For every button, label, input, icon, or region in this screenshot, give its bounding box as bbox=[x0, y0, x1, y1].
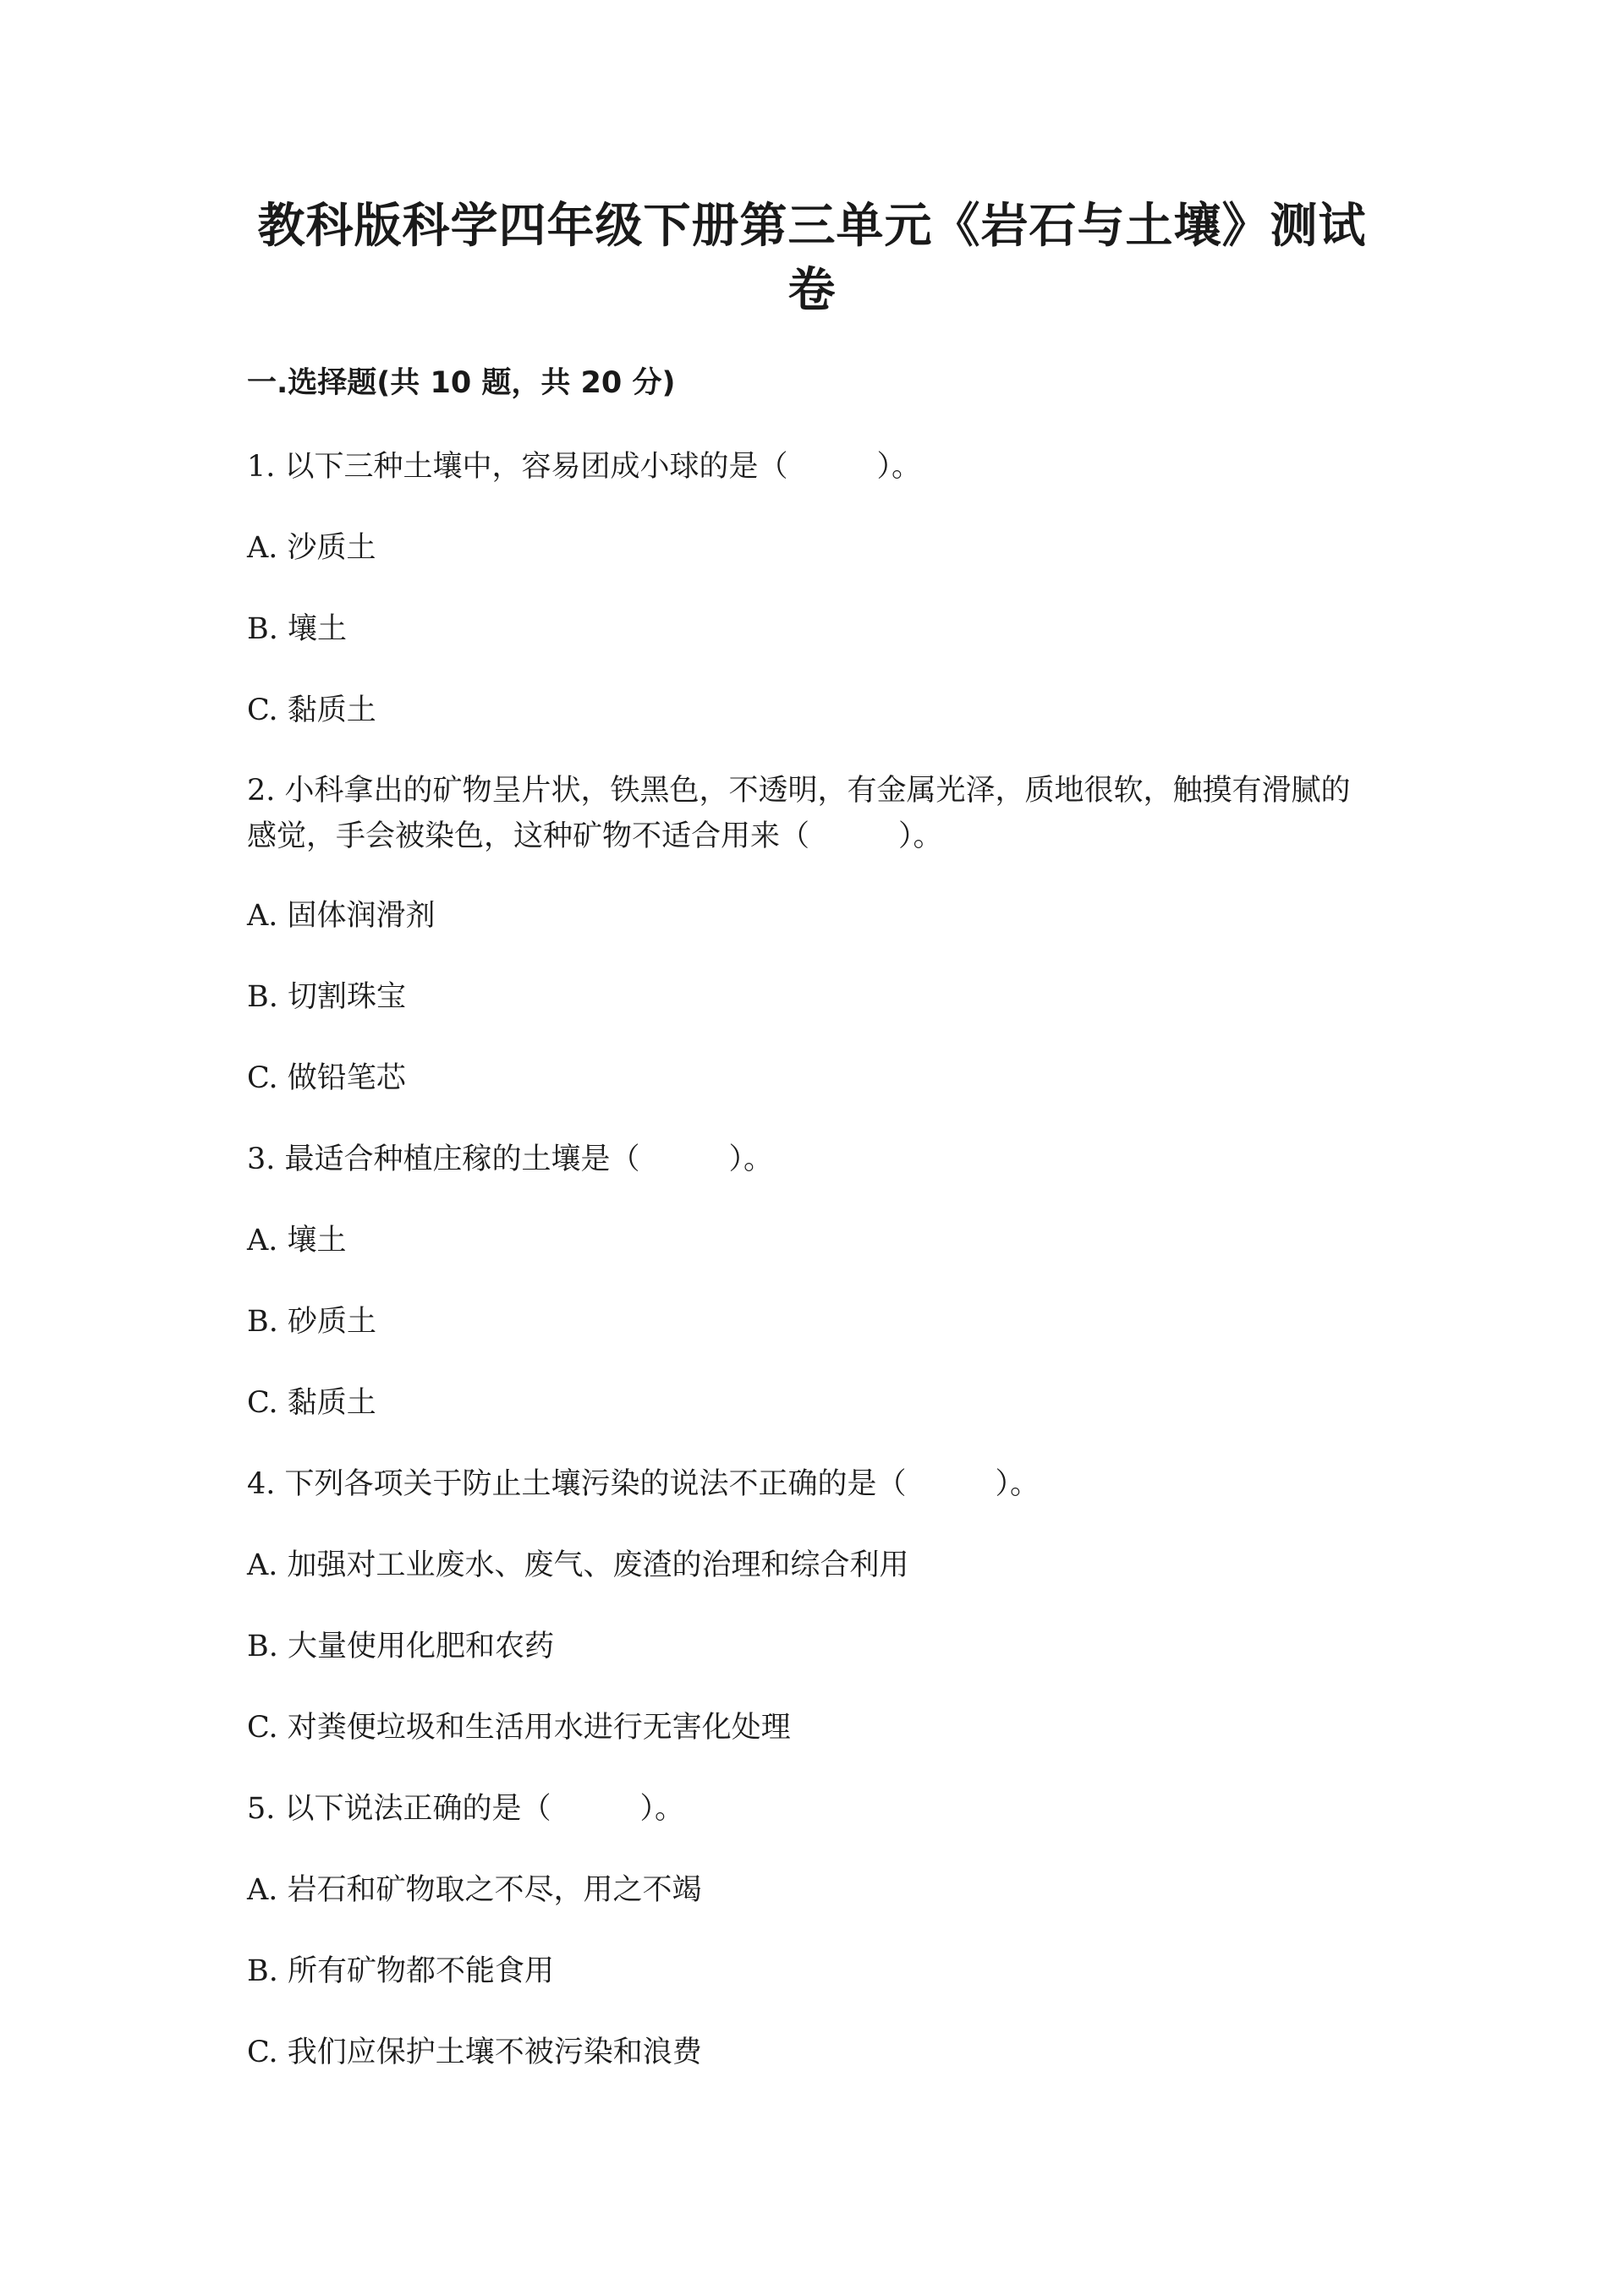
question-stem: 3. 最适合种植庄稼的土壤是（ ）。 bbox=[247, 1143, 774, 1176]
question-option: C. 做铅笔芯 bbox=[247, 1061, 406, 1095]
question-option: B. 所有矿物都不能食用 bbox=[247, 1954, 554, 1988]
question-option: A. 固体润滑剂 bbox=[247, 899, 436, 933]
question-option: B. 大量使用化肥和农药 bbox=[247, 1630, 554, 1663]
question-option: A. 沙质土 bbox=[247, 531, 376, 565]
question-stem: 5. 以下说法正确的是（ ）。 bbox=[247, 1792, 685, 1826]
question-option: A. 岩石和矿物取之不尽，用之不竭 bbox=[247, 1873, 702, 1907]
question-stem: 1. 以下三种土壤中，容易团成小球的是（ ）。 bbox=[247, 450, 922, 484]
question-option: C. 对粪便垃圾和生活用水进行无害化处理 bbox=[247, 1711, 791, 1745]
question-option: B. 壤土 bbox=[247, 612, 347, 646]
question-stem: 4. 下列各项关于防止土壤污染的说法不正确的是（ ）。 bbox=[247, 1467, 1040, 1501]
section-heading: 一.选择题(共 10 题，共 20 分) bbox=[247, 366, 676, 400]
question-option: B. 切割珠宝 bbox=[247, 980, 406, 1014]
question-option: A. 壤土 bbox=[247, 1224, 347, 1258]
question-option: A. 加强对工业废水、废气、废渣的治理和综合利用 bbox=[247, 1548, 909, 1582]
question-stem: 2. 小科拿出的矿物呈片状，铁黑色，不透明，有金属光泽，质地很软，触摸有滑腻的感觉，手会被染色，这种矿物不适合用来（ ）。 bbox=[247, 774, 1351, 853]
page-title: 教科版科学四年级下册第三单元《岩石与土壤》测试卷 bbox=[257, 199, 1367, 318]
question-option: B. 砂质土 bbox=[247, 1305, 376, 1339]
question-option: C. 黏质土 bbox=[247, 693, 376, 727]
question-option: C. 我们应保护土壤不被污染和浪费 bbox=[247, 2036, 702, 2069]
question-option: C. 黏质土 bbox=[247, 1386, 376, 1420]
